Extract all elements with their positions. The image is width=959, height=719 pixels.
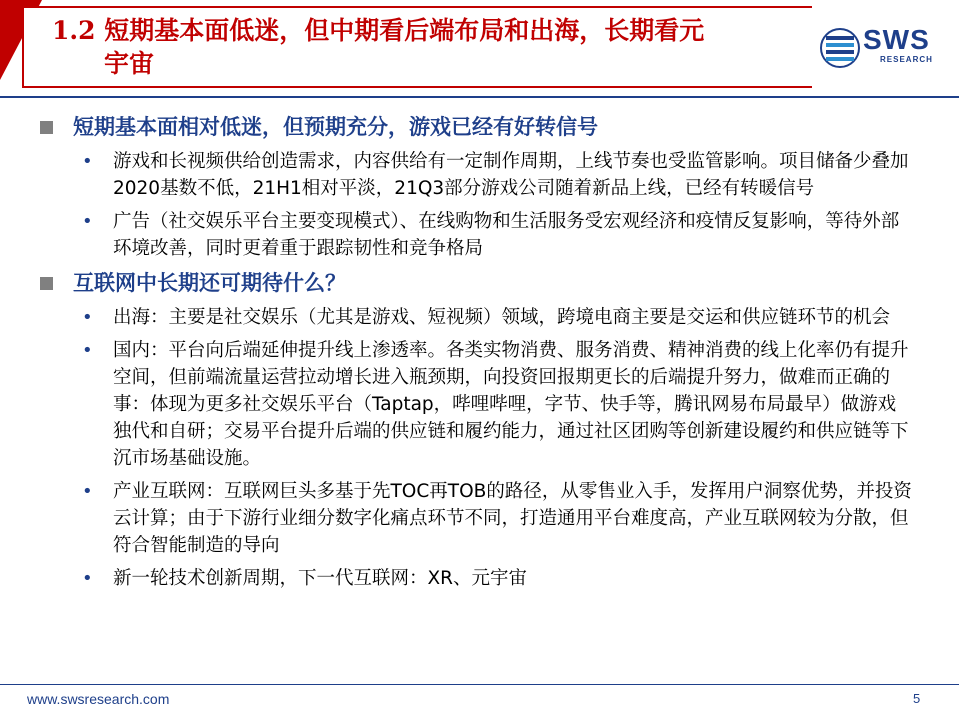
bullet-dot-icon: •: [82, 568, 93, 589]
logo-text: SWS: [863, 24, 930, 55]
bullet-dot-icon: •: [82, 307, 93, 328]
list-item: • 广告（社交娱乐平台主要变现模式）、在线购物和生活服务受宏观经济和疫情反复影响，等待外部环境改善，同时更着重于跟踪韧性和竞争格局: [0, 208, 959, 262]
sws-logo-icon: [820, 26, 860, 70]
square-bullet-icon: [40, 121, 53, 134]
list-item: • 产业互联网：互联网巨头多基于先TOC再TOB的路径，从零售业入手，发挥用户洞察优势，并投资云计算；由于下游行业细分数字化痛点环节不同，打造通用平台难度高，产业互联网较为分散，但符合智能制造的导向: [0, 478, 959, 559]
square-bullet-icon: [40, 277, 53, 290]
footer-url: www.swsresearch.com: [27, 691, 170, 707]
logo-subtext: RESEARCH: [880, 55, 933, 64]
bullet-dot-icon: •: [82, 481, 93, 502]
list-item: • 国内：平台向后端延伸提升线上渗透率。各类实物消费、服务消费、精神消费的线上化率仍有提升空间，但前端流量运营拉动增长进入瓶颈期，向投资回报期更长的后端提升努力，做难而正确的事：体现为更多社交娱乐平台（Taptap，哔哩哔哩，字节、快手等，腾讯网易布局最早）做游戏独代和自研；交易平台提升后端的供应链和履约能力，通过社区团购等创新建设履约和供应链等下沉市场基础设施。: [0, 337, 959, 472]
bullet-dot-icon: •: [82, 151, 93, 172]
title-line-1: 1.2 短期基本面低迷，但中期看后端布局和出海，长期看元: [52, 16, 705, 45]
list-item: • 新一轮技术创新周期，下一代互联网：XR、元宇宙: [0, 565, 959, 592]
section-heading: 互联网中长期还可期待什么？: [0, 268, 959, 298]
slide-body: [0, 112, 959, 598]
page-title: [52, 14, 812, 80]
bullet-dot-icon: •: [82, 340, 93, 361]
section-heading: 短期基本面相对低迷，但预期充分，游戏已经有好转信号: [0, 112, 959, 142]
sws-logo: [820, 24, 945, 70]
footer-divider: [0, 684, 959, 685]
bullet-dot-icon: •: [82, 211, 93, 232]
title-line-2: 宇宙: [104, 49, 155, 78]
page-number: 5: [913, 691, 921, 706]
list-item: • 游戏和长视频供给创造需求，内容供给有一定制作周期，上线节奏也受监管影响。项目储备少叠加2020基数不低，21H1相对平淡，21Q3部分游戏公司随着新品上线，已经有转暖信号: [0, 148, 959, 202]
list-item: • 出海：主要是社交娱乐（尤其是游戏、短视频）领域，跨境电商主要是交运和供应链环节的机会: [0, 304, 959, 331]
header-divider: [0, 96, 959, 98]
